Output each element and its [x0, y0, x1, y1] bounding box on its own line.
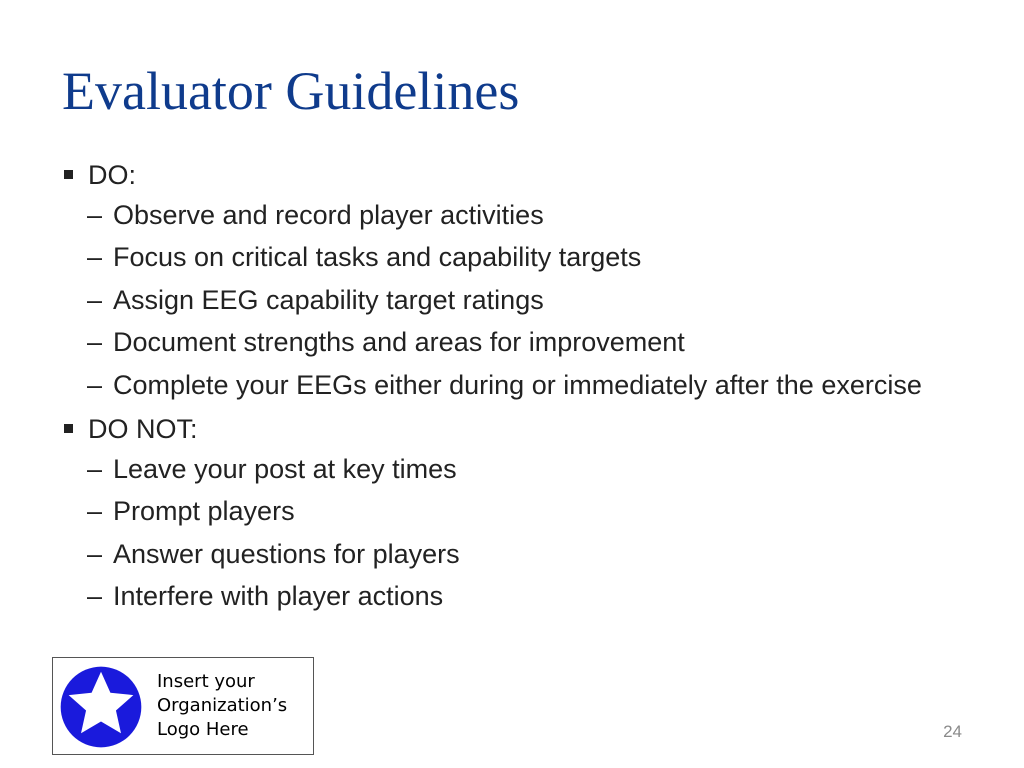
page-number: 24 [943, 722, 962, 741]
list-item [62, 240, 962, 274]
logo-placeholder [52, 657, 314, 755]
dash-bullet-icon: – [87, 242, 103, 273]
list-item-text: Complete your EEGs either during or immediately after the exercise [113, 369, 922, 400]
list-item-text: Interfere with player actions [113, 581, 444, 612]
list-item-text: Document strengths and areas for improvement [113, 327, 685, 358]
dash-bullet-icon: – [87, 496, 103, 527]
bullet-do-not [62, 410, 962, 448]
bullet-do [62, 156, 962, 194]
list-item-text: Prompt players [113, 496, 295, 527]
logo-caption-line: Insert your [157, 671, 255, 692]
logo-caption-line: Organization’s [157, 695, 288, 716]
dash-bullet-icon: – [87, 453, 103, 484]
do-not-list [62, 452, 962, 613]
dash-bullet-icon: – [87, 538, 103, 569]
star-icon [59, 665, 143, 749]
list-item-text: Assign EEG capability target ratings [113, 284, 544, 315]
list-item [62, 198, 962, 232]
dash-bullet-icon: – [87, 581, 103, 612]
list-item-text: Answer questions for players [113, 538, 460, 569]
square-bullet-icon [64, 424, 73, 433]
list-item-text: Leave your post at key times [113, 453, 457, 484]
list-item-text: Observe and record player activities [113, 200, 544, 230]
list-item [62, 368, 962, 402]
list-item [62, 283, 962, 317]
do-section [62, 156, 962, 402]
list-item [62, 452, 962, 486]
dash-bullet-icon: – [87, 284, 103, 315]
logo-caption [157, 670, 307, 742]
list-item [62, 579, 962, 613]
bullet-label: DO NOT: [88, 413, 198, 444]
dash-bullet-icon: – [87, 200, 103, 230]
do-list [62, 198, 962, 402]
square-bullet-icon [64, 170, 73, 179]
bullet-label: DO: [88, 160, 137, 190]
logo-caption-line: Logo Here [157, 719, 249, 740]
list-item [62, 325, 962, 359]
slide-content [62, 156, 962, 622]
list-item [62, 537, 962, 571]
dash-bullet-icon: – [87, 327, 103, 358]
list-item [62, 494, 962, 528]
dash-bullet-icon: – [87, 369, 103, 400]
list-item-text: Focus on critical tasks and capability targets [113, 242, 642, 273]
slide-title: Evaluator Guidelines [62, 61, 520, 121]
do-not-section [62, 410, 962, 613]
